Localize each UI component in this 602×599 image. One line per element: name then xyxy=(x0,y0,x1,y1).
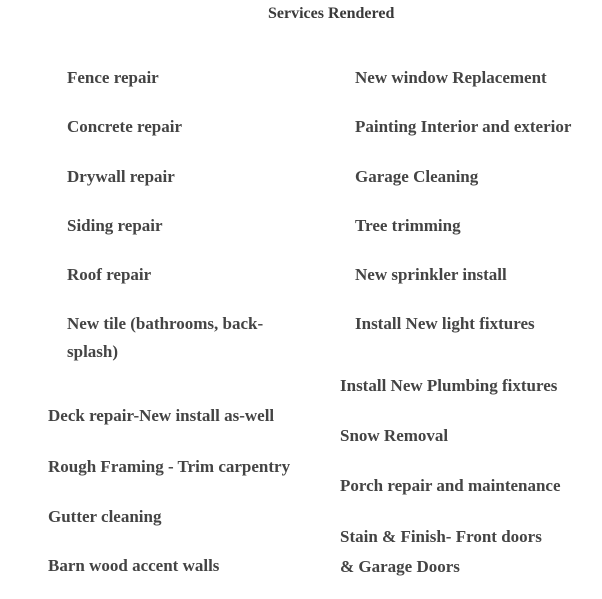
service-light-fixtures: Install New light fixtures xyxy=(355,314,535,333)
service-porch-repair: Porch repair and maintenance xyxy=(340,476,561,495)
service-snow-removal: Snow Removal xyxy=(340,426,449,445)
service-gutter-cleaning: Gutter cleaning xyxy=(48,507,162,526)
service-tree-trimming: Tree trimming xyxy=(355,216,461,235)
service-sprinkler-install: New sprinkler install xyxy=(355,265,507,284)
service-plumbing-fixtures: Install New Plumbing fixtures xyxy=(340,376,558,395)
service-deck-repair: Deck repair-New install as-well xyxy=(48,406,275,425)
service-fence-repair: Fence repair xyxy=(67,68,159,87)
service-rough-framing: Rough Framing - Trim carpentry xyxy=(48,457,291,476)
service-siding-repair: Siding repair xyxy=(67,216,163,235)
service-drywall-repair: Drywall repair xyxy=(67,167,175,186)
page-title: Services Rendered xyxy=(268,5,395,22)
service-barn-wood: Barn wood accent walls xyxy=(48,556,220,575)
service-new-tile: New tile (bathrooms, back-splash) xyxy=(67,314,264,361)
service-painting: Painting Interior and exterior xyxy=(355,117,572,136)
service-new-window: New window Replacement xyxy=(355,68,547,87)
service-stain-finish: Stain & Finish- Front doors & Garage Doors xyxy=(340,527,542,576)
service-concrete-repair: Concrete repair xyxy=(67,117,183,136)
service-garage-cleaning: Garage Cleaning xyxy=(355,167,479,186)
service-roof-repair: Roof repair xyxy=(67,265,152,284)
